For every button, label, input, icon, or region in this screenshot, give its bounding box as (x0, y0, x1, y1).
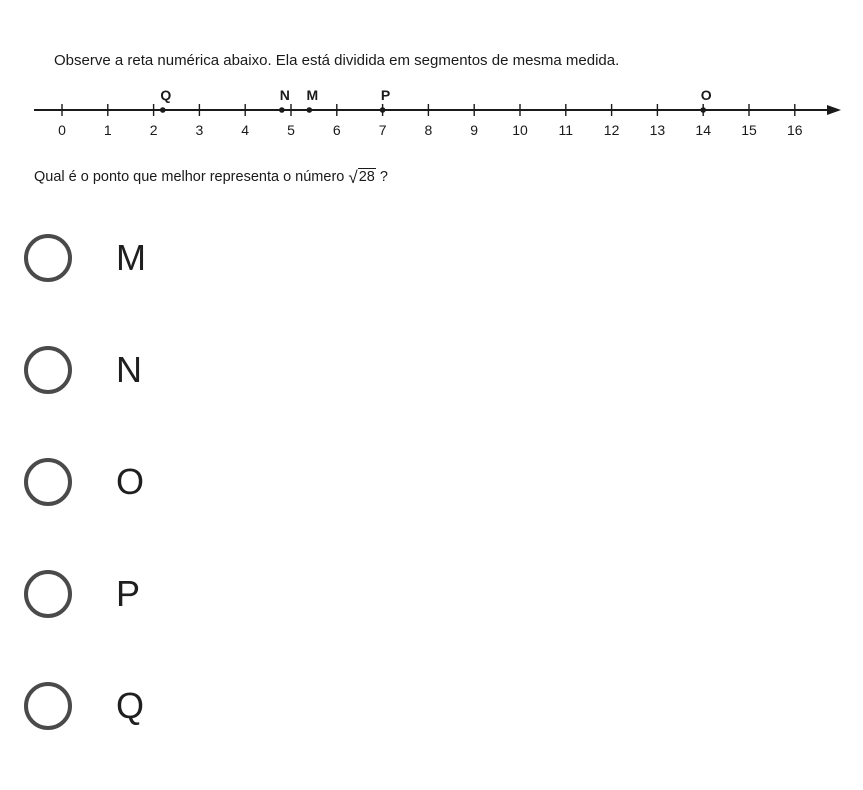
tick-label: 16 (787, 122, 803, 138)
tick-label: 11 (558, 122, 574, 138)
option-p[interactable] (24, 566, 146, 622)
tick-label: 14 (695, 122, 711, 138)
radio-button-icon[interactable] (24, 346, 72, 394)
option-label: Q (116, 685, 145, 726)
option-o[interactable] (24, 454, 146, 510)
tick-label: 13 (649, 122, 666, 138)
answer-options (24, 230, 146, 790)
point-label: Q (160, 87, 172, 103)
point-label: N (279, 87, 290, 103)
option-label: P (116, 573, 141, 614)
tick-label: 5 (287, 122, 295, 138)
tick-label: 9 (470, 122, 479, 138)
point-q-marker (160, 107, 166, 113)
tick-label: 10 (512, 122, 528, 138)
radicand: 28 (358, 169, 375, 185)
point-n-marker (279, 107, 285, 113)
option-label: O (116, 461, 145, 502)
point-label: O (700, 87, 712, 103)
option-n[interactable] (24, 342, 146, 398)
tick-label: 6 (332, 122, 341, 138)
question-prompt (34, 168, 388, 185)
arrow-head-icon (827, 105, 841, 115)
point-label: M (306, 87, 319, 103)
square-root-expression (348, 168, 375, 185)
tick-label: 3 (195, 122, 204, 138)
option-q[interactable] (24, 678, 146, 734)
number-line-figure (0, 80, 863, 150)
number-line (0, 80, 863, 150)
radio-button-icon[interactable] (24, 570, 72, 618)
radical-sign-icon: √ (348, 168, 358, 187)
point-m-marker (307, 107, 313, 113)
tick-label: 8 (424, 122, 433, 138)
point-o-marker (700, 107, 706, 113)
question-instruction: Observe a reta numérica abaixo. Ela está dividida em segmentos de mesma medida. (54, 52, 620, 69)
tick-label: 2 (149, 122, 158, 138)
point-label: P (380, 87, 391, 103)
point-p-marker (380, 107, 386, 113)
radio-button-icon[interactable] (24, 234, 72, 282)
question-mark: ? (379, 169, 388, 185)
radio-button-icon[interactable] (24, 682, 72, 730)
tick-label: 4 (241, 122, 250, 138)
tick-label: 1 (103, 122, 112, 138)
tick-label: 7 (378, 122, 387, 138)
option-label: M (116, 237, 146, 278)
radio-button-icon[interactable] (24, 458, 72, 506)
tick-label: 15 (741, 122, 757, 138)
question-prompt-text: Qual é o ponto que melhor representa o número (34, 169, 345, 185)
option-label: N (116, 349, 142, 390)
tick-label: 12 (603, 122, 620, 138)
option-m[interactable] (24, 230, 146, 286)
tick-label: 0 (58, 122, 66, 138)
